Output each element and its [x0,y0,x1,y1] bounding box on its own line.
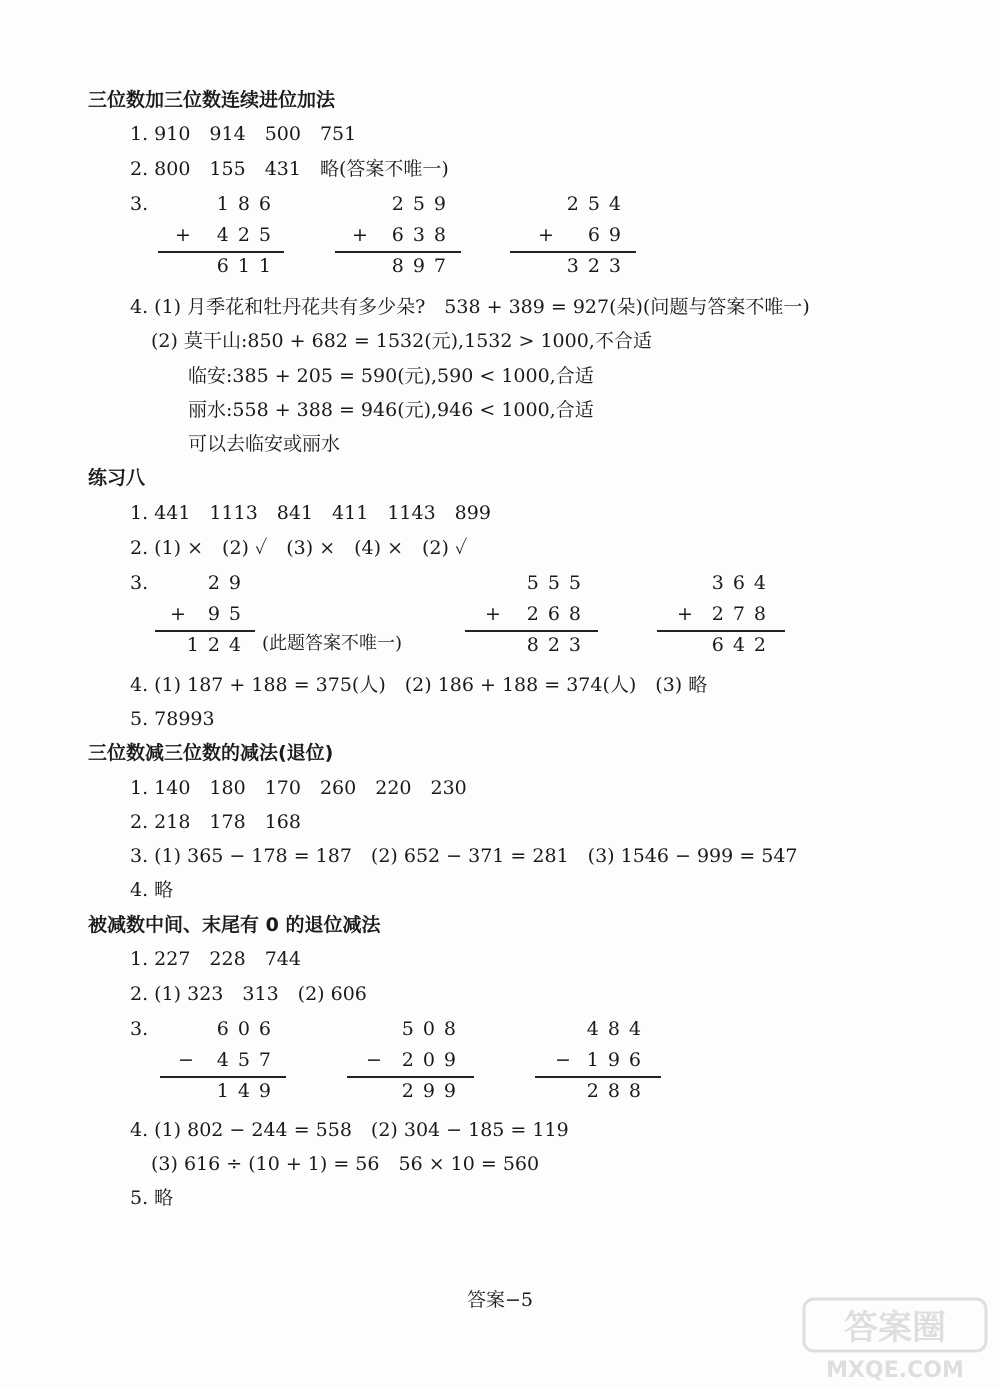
answer-line: 5. 78993 [130,708,215,730]
operand-top: 555 [526,572,590,594]
difference-rule [160,1076,286,1078]
section-title: 三位数减三位数的减法(退位) [88,742,334,764]
operand-top: 508 [401,1018,465,1040]
sum-rule [510,251,636,253]
answer-line: 1. 140 180 170 260 220 230 [130,777,467,799]
operator: + [677,603,693,625]
difference-rule [535,1076,661,1078]
answer-line: (3) 616 ÷ (10 + 1) = 56 56 × 10 = 560 [151,1153,540,1175]
section-title: 练习八 [88,467,146,489]
result: 288 [586,1080,650,1102]
note: (此题答案不唯一) [262,633,403,654]
result: 642 [711,634,775,656]
result: 124 [186,634,250,656]
answer-line: 4. 略 [130,879,174,901]
answer-line: 2. (1) 323 313 (2) 606 [130,983,367,1005]
operator: − [555,1049,571,1071]
answer-label: 3. [130,1018,149,1040]
operator: + [538,224,554,246]
result: 823 [526,634,590,656]
answer-line: 2. 218 178 168 [130,811,301,833]
answer-line: (2) 莫干山:850 + 682 = 1532(元),1532 > 1000,不合适 [151,330,652,352]
operand-bottom: 95 [207,603,250,625]
answer-line: 2. 800 155 431 略(答案不唯一) [130,158,449,180]
section-title: 三位数加三位数连续进位加法 [88,89,336,111]
operator: − [178,1049,194,1071]
operand-bottom: 69 [587,224,630,246]
operand-bottom: 268 [526,603,590,625]
operand-top: 186 [216,193,280,215]
answer-line: 1. 910 914 500 751 [130,123,357,145]
svg-text:MXQE.COM: MXQE.COM [826,1358,964,1383]
answer-line: 1. 441 1113 841 411 1143 899 [130,502,491,524]
operand-bottom: 425 [216,224,280,246]
operator: + [170,603,186,625]
operand-bottom: 196 [586,1049,650,1071]
answer-line: 1. 227 228 744 [130,948,301,970]
answer-line: 4. (1) 802 − 244 = 558 (2) 304 − 185 = 119 [130,1119,569,1141]
watermark-logo [800,1295,990,1385]
sum-rule [155,630,255,632]
operator: − [366,1049,382,1071]
operand-bottom: 278 [711,603,775,625]
operand-top: 484 [586,1018,650,1040]
answer-line: 5. 略 [130,1187,174,1209]
answer-line: 4. (1) 月季花和牡丹花共有多少朵? 538 + 389 = 927(朵)(问题与答案不唯一) [130,296,810,318]
operand-bottom: 638 [391,224,455,246]
operator: + [485,603,501,625]
answer-line: 4. (1) 187 + 188 = 375(人) (2) 186 + 188 = 374(人) (3) 略 [130,674,708,696]
result: 897 [391,255,455,277]
answer-label: 3. [130,572,149,594]
difference-rule [347,1076,474,1078]
section-title: 被减数中间、末尾有 0 的退位减法 [88,914,381,936]
operator: + [352,224,368,246]
answer-line: 2. (1) × (2) ✓ (3) × (4) × (2) ✓ [130,537,468,559]
answer-line: 可以去临安或丽水 [188,433,341,455]
sum-rule [158,251,284,253]
operand-top: 29 [207,572,250,594]
operand-bottom: 209 [401,1049,465,1071]
sum-rule [465,630,598,632]
result: 611 [216,255,280,277]
sum-rule [657,630,785,632]
answer-label: 3. [130,193,149,215]
result: 149 [216,1080,280,1102]
page-number: 答案−5 [466,1289,533,1311]
operand-top: 606 [216,1018,280,1040]
answer-line: 3. (1) 365 − 178 = 187 (2) 652 − 371 = 281 (3) 1546 − 999 = 547 [130,845,798,867]
svg-text:答案圈: 答案圈 [844,1308,946,1348]
answer-line: 丽水:558 + 388 = 946(元),946 < 1000,合适 [188,399,594,421]
operator: + [175,224,191,246]
result: 299 [401,1080,465,1102]
operand-top: 259 [391,193,455,215]
operand-top: 364 [711,572,775,594]
sum-rule [335,251,461,253]
answer-line: 临安:385 + 205 = 590(元),590 < 1000,合适 [188,365,594,387]
operand-top: 254 [566,193,630,215]
result: 323 [566,255,630,277]
operand-bottom: 457 [216,1049,280,1071]
